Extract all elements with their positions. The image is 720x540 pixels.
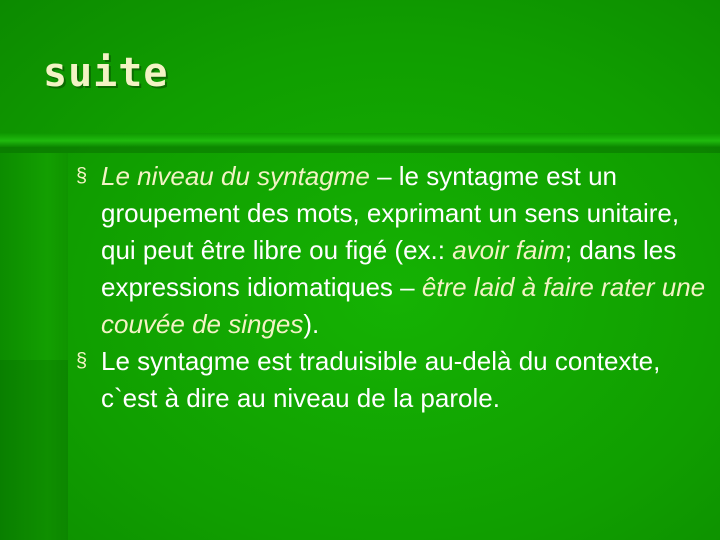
term-highlight: Le niveau du syntagme (101, 161, 370, 191)
decorative-horizontal-bar (0, 133, 720, 147)
example-highlight: avoir faim (452, 235, 565, 265)
bullet-item (76, 158, 706, 343)
bullet-text-part: – le syntagme est un groupement des mots, exprimant un sens unitaire, qui peut être libre ou figé (ex.: (101, 161, 680, 265)
bullet-item (76, 343, 706, 417)
slide-title: suite (43, 50, 169, 96)
bullet-text (101, 158, 706, 343)
bullet-text: Le syntagme est traduisible au-delà du contexte, c`est à dire au niveau de la parole. (101, 346, 661, 413)
decorative-bar-shadow (0, 147, 720, 153)
slide-body (76, 158, 706, 417)
bullet-text-part: ; dans les expressions idiomatiques – (101, 235, 677, 302)
section-sign-icon: § (76, 165, 88, 187)
section-sign-icon: § (76, 350, 88, 372)
bullet-text-part: ). (303, 309, 320, 339)
example-highlight: être laid à faire rater une couvée de singes (101, 272, 706, 339)
decorative-vertical-shade (0, 360, 68, 540)
